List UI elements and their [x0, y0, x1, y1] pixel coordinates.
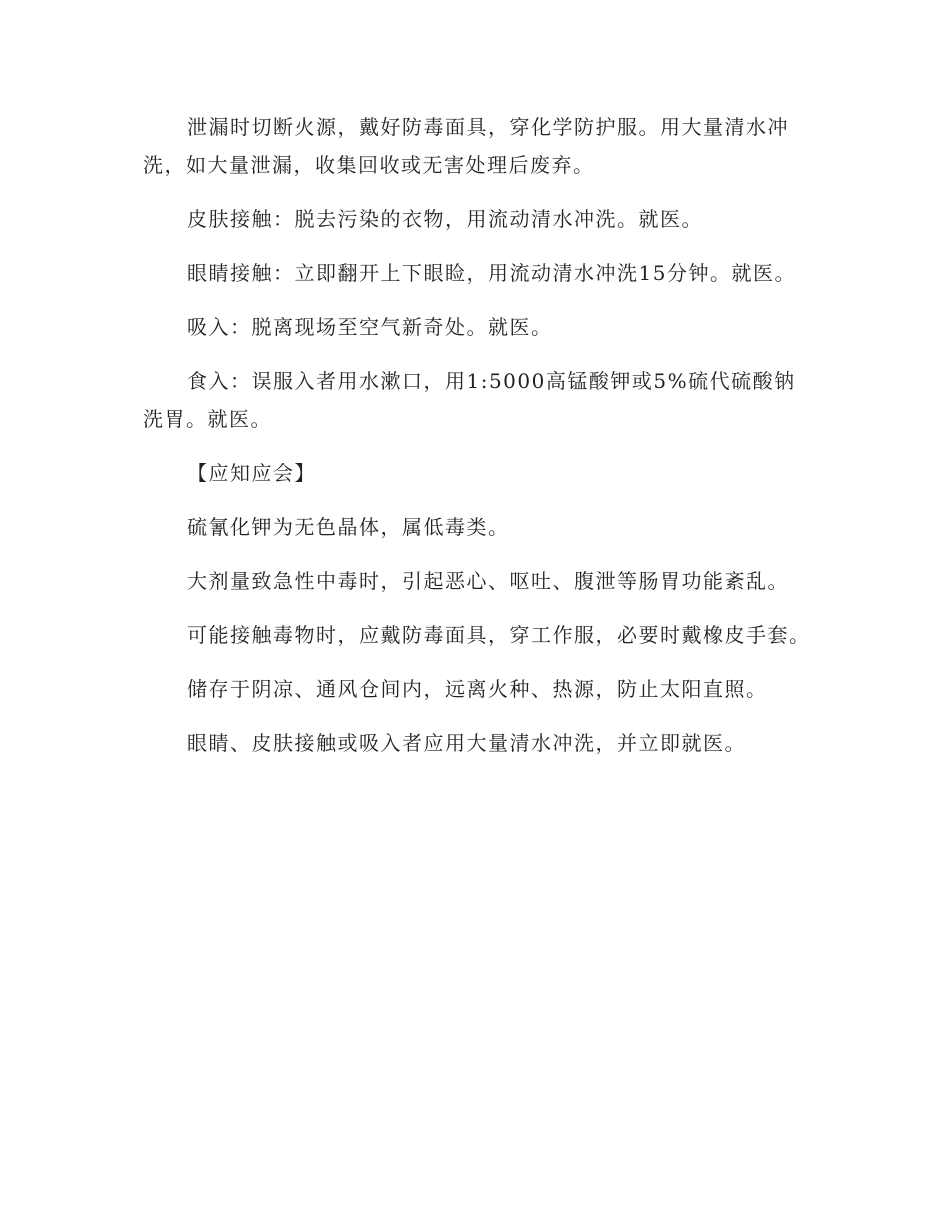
- paragraph-eye-contact: 眼睛接触：立即翻开上下眼睑，用流动清水冲洗15分钟。就医。: [187, 261, 796, 285]
- paragraph-first-aid: 眼睛、皮肤接触或吸入者应用大量清水冲洗，并立即就医。: [187, 731, 746, 755]
- paragraph-ingestion: 食入：误服入者用水漱口，用1:5000高锰酸钾或5%硫代硫酸钠洗胃。就医。: [143, 369, 796, 431]
- paragraph-leak-handling: 泄漏时切断火源，戴好防毒面具，穿化学防护服。用大量清水冲洗，如大量泄漏，收集回收或无害处理后废弃。: [143, 115, 789, 177]
- document-body: [143, 108, 813, 778]
- paragraph-protection: 可能接触毒物时，应戴防毒面具，穿工作服，必要时戴橡皮手套。: [187, 623, 811, 647]
- paragraph-inhalation: 吸入：脱离现场至空气新奇处。就医。: [187, 315, 553, 339]
- paragraph-description: 硫氰化钾为无色晶体，属低毒类。: [187, 515, 510, 539]
- paragraph-poisoning-symptoms: 大剂量致急性中毒时，引起恶心、呕吐、腹泄等肠胃功能紊乱。: [187, 569, 789, 593]
- paragraph-skin-contact: 皮肤接触：脱去污染的衣物，用流动清水冲洗。就医。: [187, 207, 703, 231]
- paragraph-storage: 储存于阴凉、通风仓间内，远离火种、热源，防止太阳直照。: [187, 677, 768, 701]
- section-heading-must-know: 【应知应会】: [187, 461, 316, 485]
